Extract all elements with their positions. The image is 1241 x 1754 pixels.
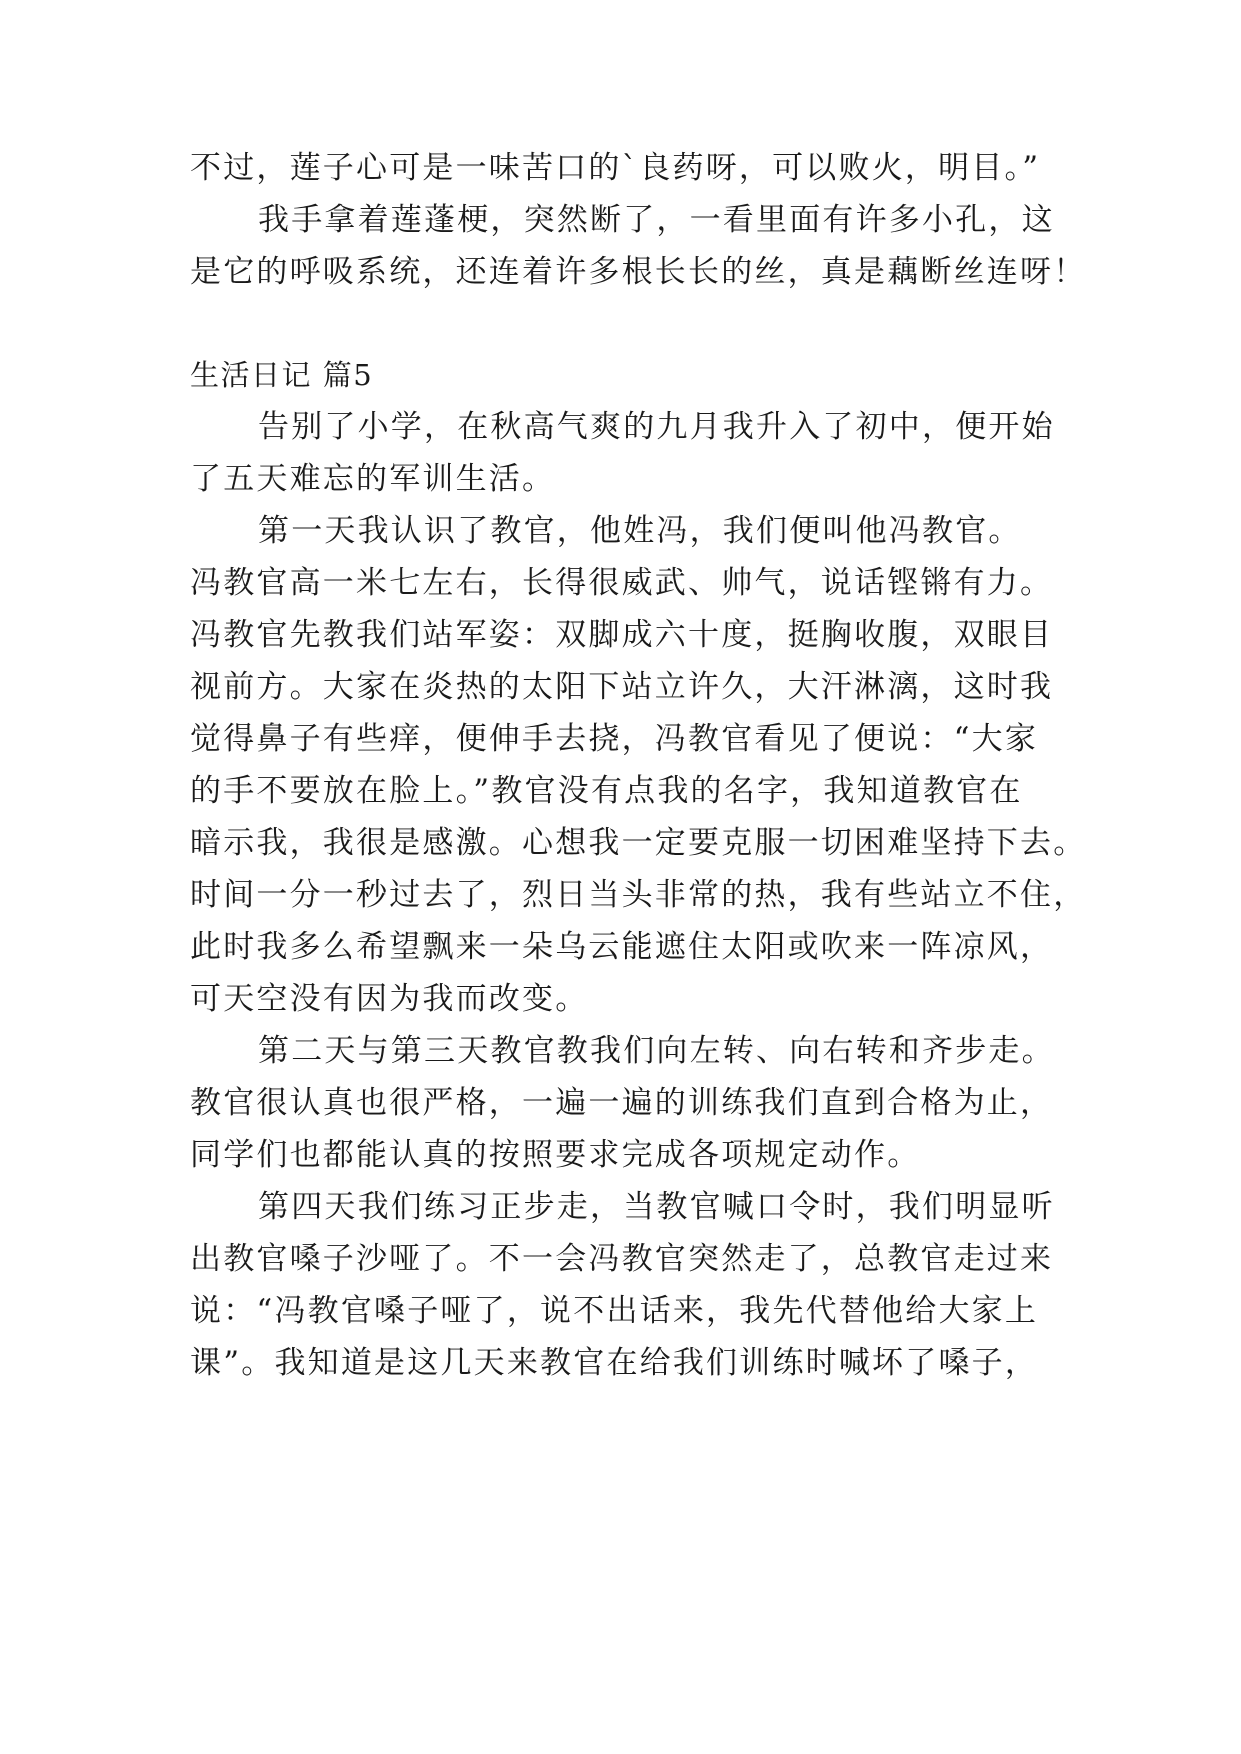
paragraph-line: 出教官嗓子沙哑了。不一会冯教官突然走了，总教官走过来 <box>190 1241 1054 1277</box>
paragraph-line: 是它的呼吸系统，还连着许多根长长的丝，真是藕断丝连呀！ <box>190 254 1087 290</box>
paragraph-line: 教官很认真也很严格，一遍一遍的训练我们直到合格为止， <box>190 1085 1054 1121</box>
paragraph-line: 此时我多么希望飘来一朵乌云能遮住太阳或吹来一阵凉风， <box>190 929 1054 965</box>
section-heading: 生活日记 篇5 <box>190 358 374 392</box>
paragraph-line: 时间一分一秒过去了，烈日当头非常的热，我有些站立不住， <box>190 877 1087 913</box>
paragraph-line: 暗示我，我很是感激。心想我一定要克服一切困难坚持下去。 <box>190 825 1087 861</box>
paragraph-line: 说：“冯教官嗓子哑了，说不出话来，我先代替他给大家上 <box>190 1293 1039 1329</box>
paragraph-line: 告别了小学，在秋高气爽的九月我升入了初中，便开始 <box>258 409 1055 445</box>
paragraph-line: 冯教官高一米七左右，长得很威武、帅气，说话铿锵有力。 <box>190 565 1054 601</box>
paragraph-line: 的手不要放在脸上。”教官没有点我的名字，我知道教官在 <box>190 773 1023 809</box>
paragraph-line: 觉得鼻子有些痒，便伸手去挠，冯教官看见了便说：“大家 <box>190 721 1039 757</box>
paragraph-line: 第四天我们练习正步走，当教官喊口令时，我们明显听 <box>258 1189 1055 1225</box>
paragraph-line: 了五天难忘的军训生活。 <box>190 461 556 497</box>
paragraph-line: 同学们也都能认真的按照要求完成各项规定动作。 <box>190 1137 921 1173</box>
paragraph-line: 第一天我认识了教官，他姓冯，我们便叫他冯教官。 <box>258 513 1022 549</box>
paragraph-line: 我手拿着莲蓬梗，突然断了，一看里面有许多小孔，这 <box>258 202 1055 238</box>
paragraph-line: 课”。我知道是这几天来教官在给我们训练时喊坏了嗓子， <box>190 1345 1039 1381</box>
paragraph-line: 不过，莲子心可是一味苦口的`良药呀，可以败火，明目。” <box>190 150 1041 186</box>
paragraph-line: 第二天与第三天教官教我们向左转、向右转和齐步走。 <box>258 1033 1055 1069</box>
paragraph-line: 视前方。大家在炎热的太阳下站立许久，大汗淋漓，这时我 <box>190 669 1054 705</box>
paragraph-line: 冯教官先教我们站军姿：双脚成六十度，挺胸收腹，双眼目 <box>190 617 1054 653</box>
paragraph-line: 可天空没有因为我而改变。 <box>190 981 589 1017</box>
